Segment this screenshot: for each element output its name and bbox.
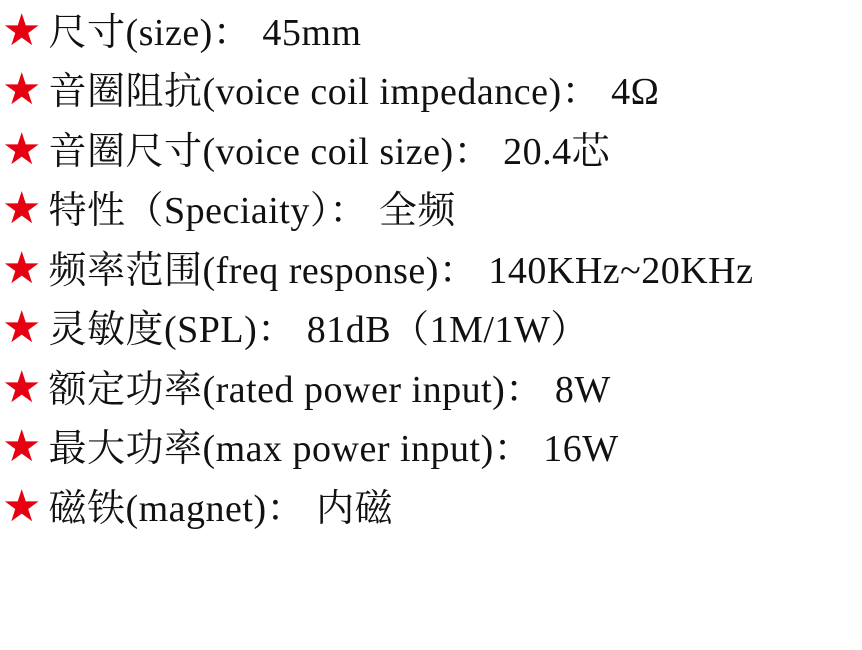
star-icon: ★ bbox=[2, 361, 42, 413]
spec-colon: ： bbox=[505, 368, 544, 411]
spec-colon: ： bbox=[453, 130, 493, 173]
spec-text bbox=[48, 487, 394, 530]
spec-colon: ： bbox=[266, 487, 306, 530]
spec-text bbox=[48, 249, 754, 292]
spec-text bbox=[48, 309, 589, 352]
spec-colon: ： bbox=[561, 71, 601, 114]
spec-row-size bbox=[2, 3, 862, 63]
star-icon: ★ bbox=[2, 4, 42, 56]
spec-label: 额定功率(rated power input) bbox=[48, 368, 506, 411]
spec-label: 磁铁(magnet) bbox=[48, 487, 267, 530]
star-icon: ★ bbox=[2, 421, 42, 473]
star-icon: ★ bbox=[2, 480, 42, 532]
spec-label: 最大功率(max power input) bbox=[48, 428, 494, 471]
spec-value: 20.4芯 bbox=[503, 130, 611, 173]
spec-value: 全频 bbox=[378, 190, 456, 233]
spec-colon: ： bbox=[493, 428, 533, 471]
spec-value: 81dB（1M/1W） bbox=[306, 309, 589, 352]
star-icon: ★ bbox=[2, 64, 42, 116]
star-icon: ★ bbox=[2, 123, 42, 175]
spec-row-rated-power bbox=[2, 360, 862, 420]
star-icon: ★ bbox=[2, 183, 42, 235]
star-icon: ★ bbox=[2, 302, 42, 354]
spec-label: 音圈尺寸(voice coil size) bbox=[48, 130, 454, 173]
spec-label: 尺寸(size) bbox=[48, 11, 213, 54]
spec-text bbox=[48, 11, 362, 54]
spec-text bbox=[48, 428, 619, 471]
spec-value: 140KHz~20KHz bbox=[488, 249, 754, 292]
spec-row-spl bbox=[2, 301, 862, 361]
spec-label: 音圈阻抗(voice coil impedance) bbox=[48, 71, 562, 114]
spec-label: 频率范围(freq response) bbox=[48, 249, 439, 292]
spec-row-speciality bbox=[2, 182, 862, 242]
spec-row-magnet bbox=[2, 479, 862, 539]
spec-row-freq-response bbox=[2, 241, 862, 301]
star-icon: ★ bbox=[2, 242, 42, 294]
spec-label: 特性（Speciaity） bbox=[48, 190, 330, 233]
spec-colon: ： bbox=[329, 190, 368, 233]
spec-colon: ： bbox=[212, 11, 252, 54]
spec-colon: ： bbox=[257, 309, 296, 352]
spec-value: 4Ω bbox=[611, 71, 660, 114]
spec-colon: ： bbox=[438, 249, 478, 292]
spec-text bbox=[48, 368, 611, 411]
spec-value: 内磁 bbox=[316, 487, 394, 530]
spec-text bbox=[48, 71, 660, 114]
spec-row-voice-coil-impedance bbox=[2, 63, 862, 123]
spec-value: 16W bbox=[543, 428, 619, 471]
spec-row-voice-coil-size bbox=[2, 122, 862, 182]
spec-value: 45mm bbox=[262, 11, 362, 54]
spec-label: 灵敏度(SPL) bbox=[48, 309, 258, 352]
spec-value: 8W bbox=[554, 368, 611, 411]
spec-row-max-power bbox=[2, 420, 862, 480]
spec-text bbox=[48, 190, 456, 233]
spec-text bbox=[48, 130, 611, 173]
